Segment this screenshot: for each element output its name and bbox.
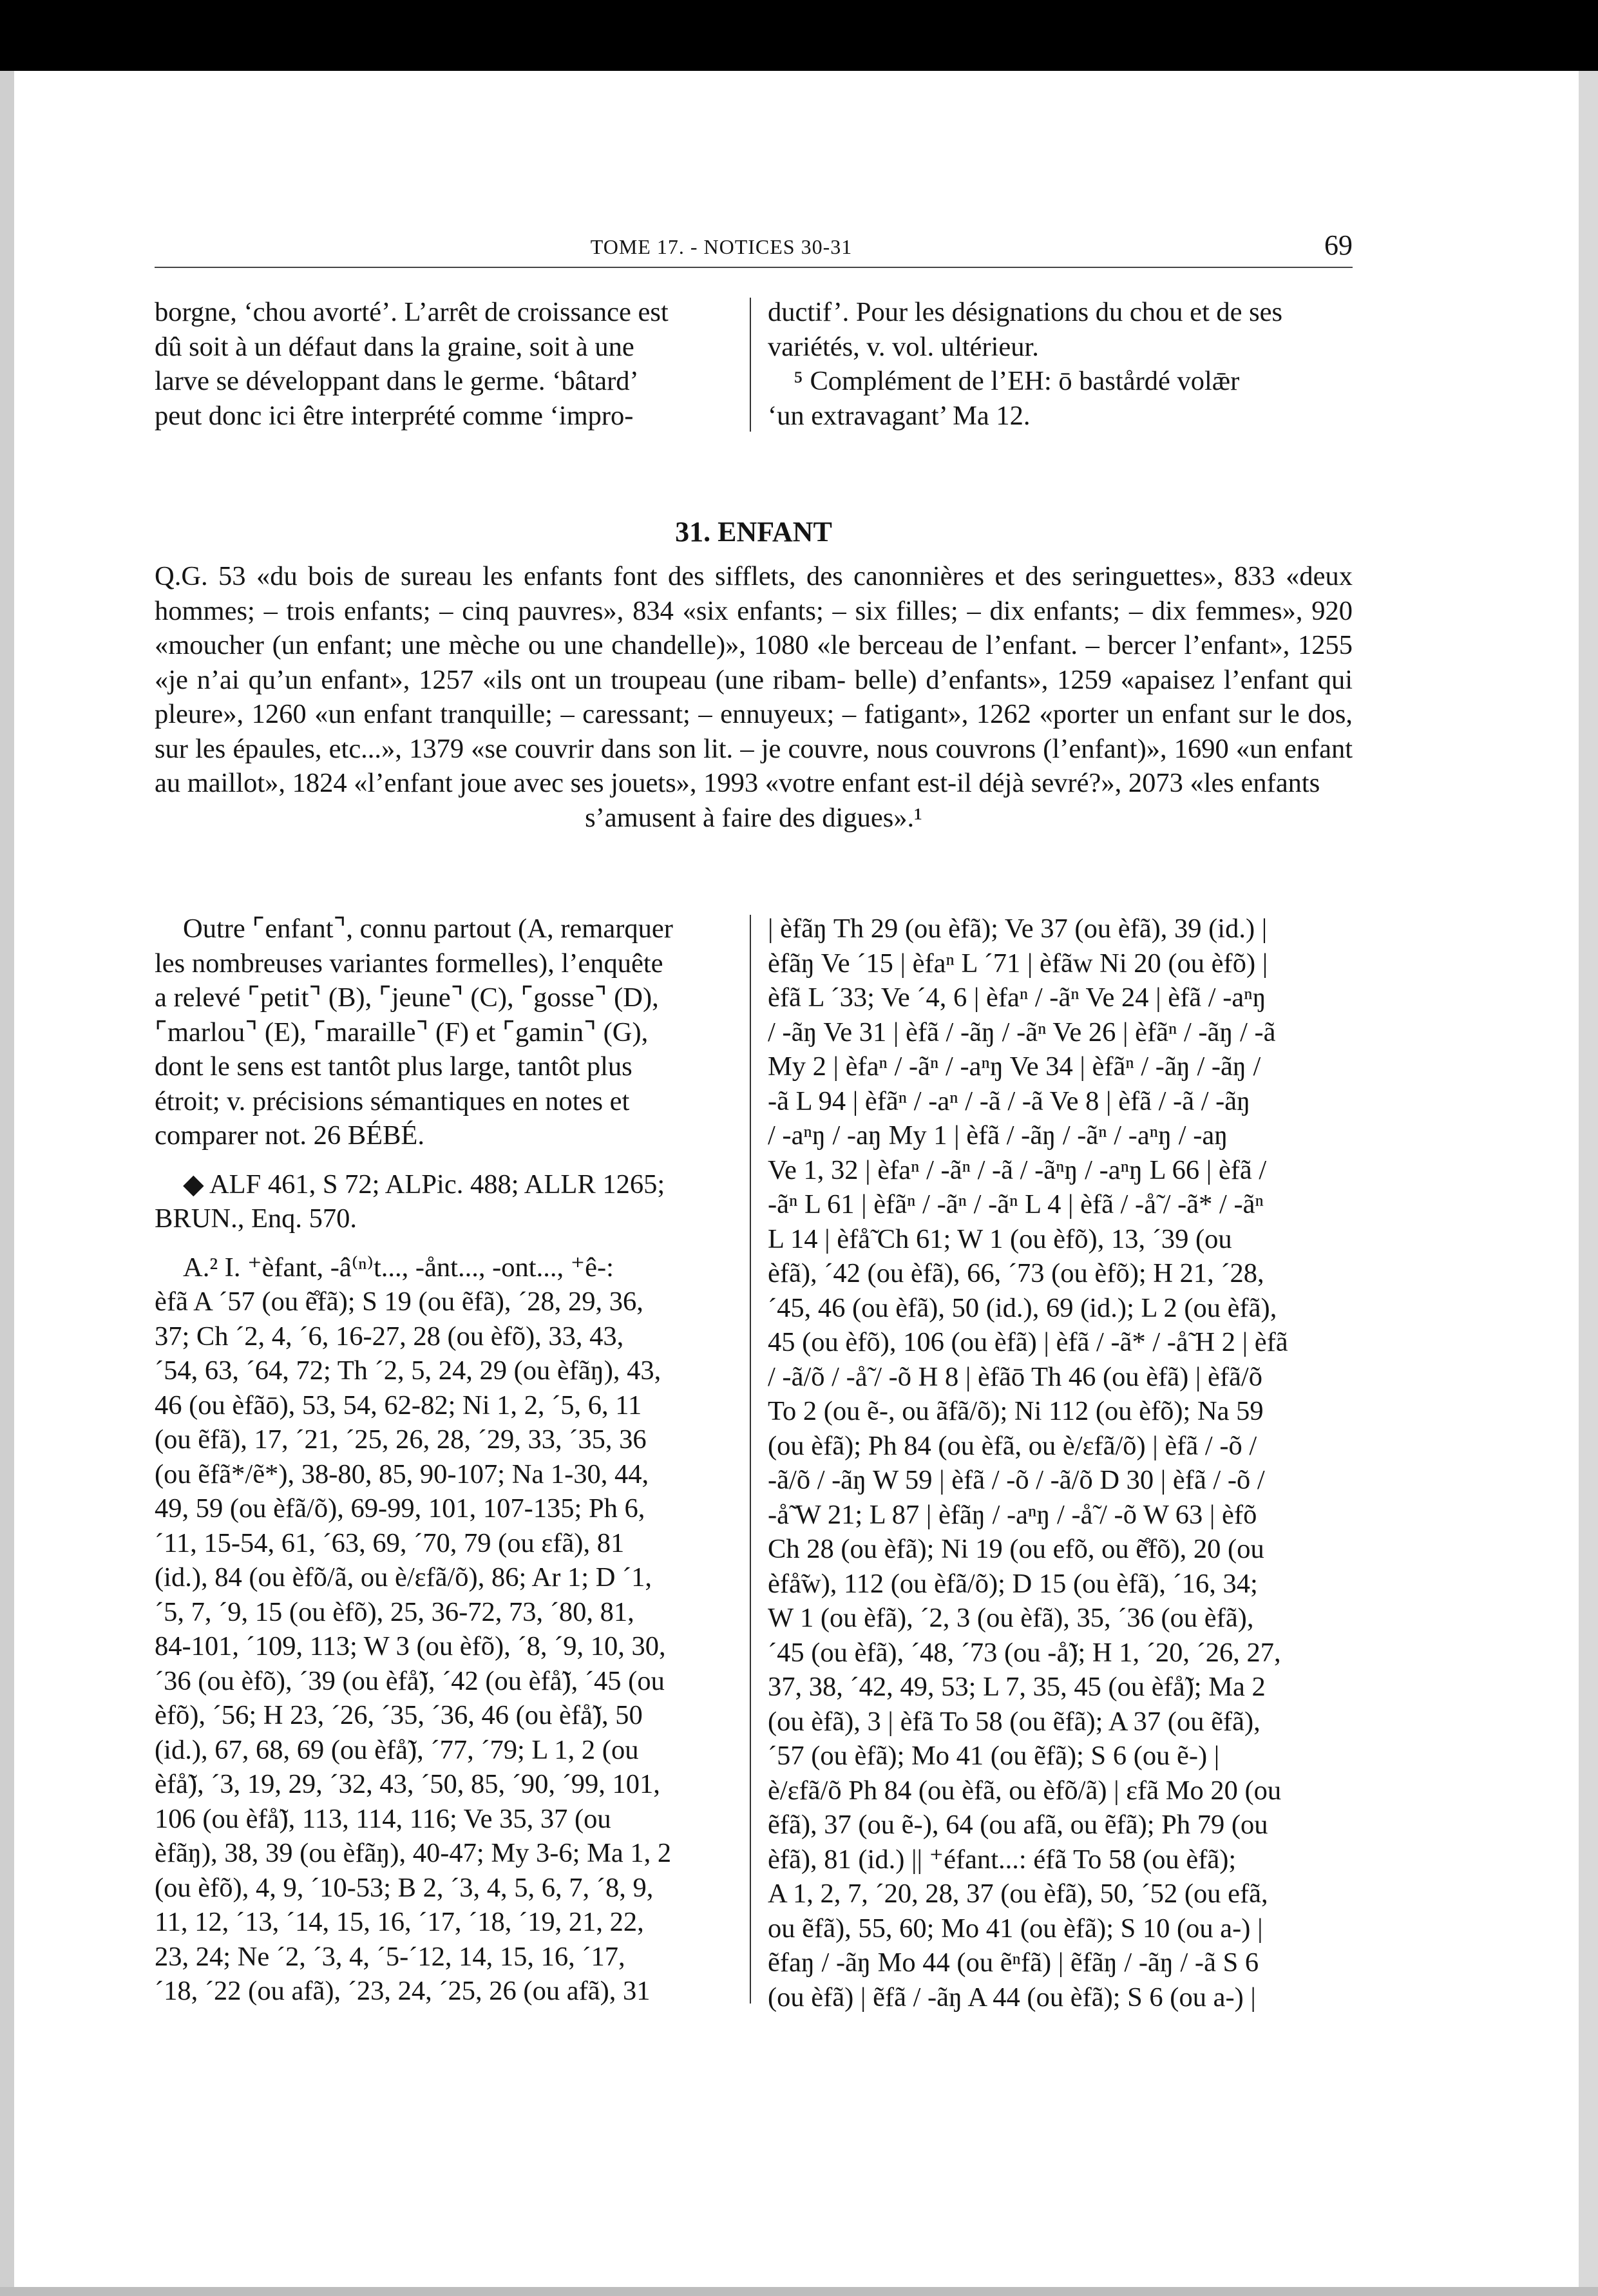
page-number: 69	[1324, 229, 1353, 261]
text-line: Ve 1, 32 | èfaⁿ / -ãⁿ / -ã / -ãⁿŋ / -aⁿŋ L 66 | èfã /	[768, 1154, 1267, 1185]
references-paragraph	[155, 1167, 737, 1236]
text-line: èfã L ´33; Ve ´4, 6 | èfaⁿ / -ãⁿ Ve 24 | èfã / -aⁿŋ	[768, 982, 1266, 1013]
text-line: ´45, 46 (ou èfã), 50 (id.), 69 (id.); L 2 (ou èfã),	[768, 1292, 1277, 1323]
text-line: 11, 12, ´13, ´14, 15, 16, ´17, ´18, ´19, 21, 22,	[155, 1907, 644, 1937]
text-line: ´5, 7, ´9, 15 (ou èfõ), 25, 36-72, 73, ´80, 81,	[155, 1596, 634, 1627]
text-line: (id.), 84 (ou èfõ/ã, ou è/ɛfã/õ), 86; Ar 1; D ´1,	[155, 1562, 652, 1593]
right-column	[768, 912, 1353, 2014]
text-line: borgne, ‘chou avorté’. L’arrêt de croissance est	[155, 297, 669, 327]
text-line: èfãŋ), 38, 39 (ou èfãŋ), 40-47; My 3-6; Ma 1, 2	[155, 1838, 672, 1868]
text-line: (ou ẽfã*/ẽ*), 38-80, 85, 90-107; Na 1-30, 44,	[155, 1459, 649, 1489]
text-line: (ou èfã); Ph 84 (ou èfã, ou è/ɛfã/õ) | èfã / -õ /	[768, 1430, 1257, 1461]
text-line: è/ɛfã/õ Ph 84 (ou èfã, ou èfõ/ã) | ɛfã Mo 20 (ou	[768, 1775, 1282, 1806]
text-line: ⌜marlou⌝ (E), ⌜maraille⌝ (F) et ⌜gamin⌝ (G),	[155, 1017, 649, 1048]
running-title: TOME 17. - NOTICES 30-31	[590, 235, 853, 258]
entries-paragraph	[155, 1250, 737, 2009]
text-line: èfãŋ Ve ´15 | èfaⁿ L ´71 | èfãw Ni 20 (ou èfõ) |	[768, 948, 1268, 979]
scan-right-edge	[1579, 71, 1598, 2287]
text-line: èfã), ´42 (ou èfã), 66, ´73 (ou èfõ); H 21, ´28,	[768, 1258, 1264, 1288]
text-line: l’enfant. – bercer l’enfant», 1255 «je n’ai qu’un enfant», 1257 «ils ont un troupeau (une ribam-	[155, 630, 1353, 695]
scan-top-border	[0, 0, 1598, 71]
text-line: 84-101, ´109, 113; W 3 (ou èfõ), ´8, ´9, 10, 30,	[155, 1631, 666, 1661]
scan-bottom-edge	[0, 2287, 1598, 2296]
text-line: BRUN., Enq. 570.	[155, 1203, 357, 1234]
top-left-column	[155, 295, 734, 433]
text-line: èfå̃w), 112 (ou èfã/õ); D 15 (ou èfã), ´16, 34;	[768, 1568, 1258, 1599]
text-line: èfã), 81 (id.) || ⁺éfant...: éfã To 58 (ou èfã);	[768, 1844, 1237, 1875]
text-line: / -ã/õ / -å̃ / -õ H 8 | èfãō Th 46 (ou èfã) | èfã/õ	[768, 1361, 1262, 1392]
text-line: èfõ), ´56; H 23, ´26, ´35, ´36, 46 (ou èfå̃), 50	[155, 1700, 643, 1730]
scan-left-edge	[0, 71, 14, 2287]
text-line: 45 (ou èfõ), 106 (ou èfã) | èfã / -ã* / -å̃ H 2 | èfã	[768, 1327, 1288, 1357]
text-line: ennuyeux; – fatigant», 1262 «porter un enfant sur le dos, sur les épaules, etc...», 1379 «se	[155, 699, 1353, 764]
text-line: 46 (ou èfãō), 53, 54, 62-82; Ni 1, 2, ´5, 6, 11	[155, 1390, 642, 1421]
text-line: ◆ ALF 461, S 72; ALPic. 488; ALLR 1265;	[183, 1169, 665, 1200]
text-line: (ou èfã) | ẽfã / -ãŋ A 44 (ou èfã); S 6 (ou a-) |	[768, 1982, 1256, 2013]
text-line: 49, 59 (ou èfã/õ), 69-99, 101, 107-135; Ph 6,	[155, 1493, 645, 1524]
text-line: ou ẽfã), 55, 60; Mo 41 (ou èfã); S 10 (ou a-) |	[768, 1913, 1263, 1944]
text-line: 106 (ou èfå̃), 113, 114, 116; Ve 35, 37 (ou	[155, 1803, 611, 1834]
text-line: ẽfã), 37 (ou ẽ-), 64 (ou afã, ou ẽfã); Ph 79 (ou	[768, 1810, 1268, 1840]
text-line: To 2 (ou ẽ-, ou ãfã/õ); Ni 112 (ou èfõ); Na 59	[768, 1396, 1264, 1426]
text-line: ´54, 63, ´64, 72; Th ´2, 5, 24, 29 (ou èfãŋ), 43,	[155, 1355, 661, 1386]
text-line: W 1 (ou èfã), ´2, 3 (ou èfã), 35, ´36 (ou èfã),	[768, 1603, 1254, 1633]
intro-paragraph	[155, 912, 737, 1153]
text-line: L 14 | èfå̃ Ch 61; W 1 (ou èfõ), 13, ´39 (ou	[768, 1223, 1232, 1254]
text-line: ‘un extravagant’ Ma 12.	[768, 400, 1031, 431]
top-right-column	[768, 295, 1353, 433]
text-line: 37, 38, ´42, 49, 53; L 7, 35, 45 (ou èfå̃); Ma 2	[768, 1672, 1266, 1702]
section-title: 31. ENFANT	[675, 516, 832, 548]
text-line: / -aⁿŋ / -aŋ My 1 | èfã / -ãŋ / -ãⁿ / -aⁿŋ / -aŋ	[768, 1120, 1228, 1151]
text-line: (ou èfã), 3 | èfã To 58 (ou ẽfã); A 37 (ou ẽfã),	[768, 1706, 1260, 1737]
text-line: belle) d’enfants», 1259 «apaisez l’enfant qui pleure», 1260 «un enfant tranquille; – caressant; –	[155, 664, 1353, 729]
text-line: s’amusent à faire des digues».¹	[585, 802, 922, 833]
text-line: -å̃ W 21; L 87 | èfãŋ / -aⁿŋ / -å̃ / -õ W 63 | èfõ	[768, 1499, 1257, 1530]
text-line: / -ãŋ Ve 31 | èfã / -ãŋ / -ãⁿ Ve 26 | èfãⁿ / -ãŋ / -ã	[768, 1017, 1276, 1048]
text-line: larve se développant dans le germe. ‘bâtard’	[155, 366, 639, 396]
text-line: ´11, 15-54, 61, ´63, 69, ´70, 79 (ou ɛfã), 81	[155, 1527, 625, 1558]
text-line: les nombreuses variantes formelles), l’enquête	[155, 948, 663, 979]
text-line: ductif’. Pour les désignations du chou et de ses	[768, 297, 1283, 327]
text-line: 37; Ch ´2, 4, ´6, 16-27, 28 (ou èfõ), 33, 43,	[155, 1321, 624, 1352]
text-line: (id.), 67, 68, 69 (ou èfå̃), ´77, ´79; L 1, 2 (ou	[155, 1734, 639, 1765]
text-line: A 1, 2, 7, ´20, 28, 37 (ou èfã), 50, ´52 (ou efã,	[768, 1879, 1268, 1909]
text-line: dont le sens est tantôt plus large, tantôt plus	[155, 1051, 633, 1082]
text-line: -ãⁿ L 61 | èfãⁿ / -ãⁿ / -ãⁿ L 4 | èfã / -å̃ / -ã* / -ãⁿ	[768, 1189, 1264, 1220]
text-line: èfã A ´57 (ou ẽ̊fã); S 19 (ou ẽfã), ´28, 29, 36,	[155, 1287, 643, 1317]
header-rule	[155, 267, 1353, 268]
text-line: a relevé ⌜petit⌝ (B), ⌜jeune⌝ (C), ⌜gosse⌝ (D),	[155, 982, 659, 1013]
text-line: èfå̃), ´3, 19, 29, ´32, 43, ´50, 85, ´90, ´99, 101,	[155, 1769, 660, 1799]
text-line: ẽfaŋ / -ãŋ Mo 44 (ou ẽⁿfã) | ẽfãŋ / -ãŋ / -ã S 6	[768, 1947, 1259, 1978]
text-line: dû soit à un défaut dans la graine, soit à une	[155, 331, 634, 362]
questionnaire-paragraph	[155, 559, 1353, 835]
text-line: couvrir dans son lit. – je couvre, nous couvrons (l’enfant)», 1690 «un enfant au maillot»,	[155, 733, 1353, 798]
text-line: | èfãŋ Th 29 (ou èfã); Ve 37 (ou èfã), 39 (id.) |	[768, 914, 1268, 944]
text-line: comparer not. 26 BÉBÉ.	[155, 1120, 425, 1151]
text-line: – dix femmes», 920 «moucher (un enfant; une mèche ou une chandelle)», 1080 «le berceau de	[155, 595, 1353, 660]
text-line: ´36 (ou èfõ), ´39 (ou èfå̃), ´42 (ou èfå̃), ´45 (ou	[155, 1665, 665, 1696]
text-line: étroit; v. précisions sémantiques en notes et	[155, 1086, 630, 1116]
footnote-line: ⁵ Complément de l’EH: ō bastårdé volǣr	[794, 366, 1240, 396]
text-line: peut donc ici être interprété comme ‘impro-	[155, 400, 634, 431]
text-line: Ch 28 (ou èfã); Ni 19 (ou efõ, ou ẽ̊fõ), 20 (ou	[768, 1534, 1264, 1564]
left-column	[155, 912, 737, 2009]
text-line: Q.G. 53 «du bois de sureau les enfants font des sifflets, des canonnières et des seringuettes»,	[155, 561, 1224, 591]
running-header	[155, 229, 1353, 267]
text-line: Outre ⌜enfant⌝, connu partout (A, remarquer	[183, 914, 673, 944]
text-line: 833 «deux hommes; – trois enfants; – cinq pauvres», 834 «six enfants; – six filles; – dix enfants;	[155, 561, 1353, 626]
text-line: A.² I. ⁺èfant, -â⁽ⁿ⁾t..., -ånt..., -ont..., ⁺ê-:	[183, 1252, 614, 1283]
text-line: 1824 «l’enfant joue avec ses jouets», 1993 «votre enfant est-il déjà sevré?», 2073 «les enfants	[292, 768, 1320, 798]
column-divider	[750, 298, 751, 432]
text-line: My 2 | èfaⁿ / -ãⁿ / -aⁿŋ Ve 34 | èfãⁿ / -ãŋ / -ãŋ /	[768, 1051, 1261, 1082]
text-line: ´57 (ou èfã); Mo 41 (ou ẽfã); S 6 (ou ẽ-) |	[768, 1741, 1220, 1771]
text-line: (ou èfõ), 4, 9, ´10-53; B 2, ´3, 4, 5, 6, 7, ´8, 9,	[155, 1872, 654, 1903]
text-line: ´45 (ou èfã), ´48, ´73 (ou -å̃); H 1, ´20, ´26, 27,	[768, 1637, 1281, 1668]
text-line: (ou ẽfã), 17, ´21, ´25, 26, 28, ´29, 33, ´35, 36	[155, 1424, 647, 1455]
column-divider	[750, 915, 751, 2004]
text-line: variétés, v. vol. ultérieur.	[768, 331, 1039, 362]
text-line: -ã L 94 | èfãⁿ / -aⁿ / -ã / -ã Ve 8 | èfã / -ã / -ãŋ	[768, 1086, 1251, 1116]
text-line: 23, 24; Ne ´2, ´3, 4, ´5-´12, 14, 15, 16, ´17,	[155, 1941, 625, 1972]
text-line: ´18, ´22 (ou afã), ´23, 24, ´25, 26 (ou afã), 31	[155, 1976, 651, 2006]
text-line: -ã/õ / -ãŋ W 59 | èfã / -õ / -ã/õ D 30 | èfã / -õ /	[768, 1465, 1265, 1495]
